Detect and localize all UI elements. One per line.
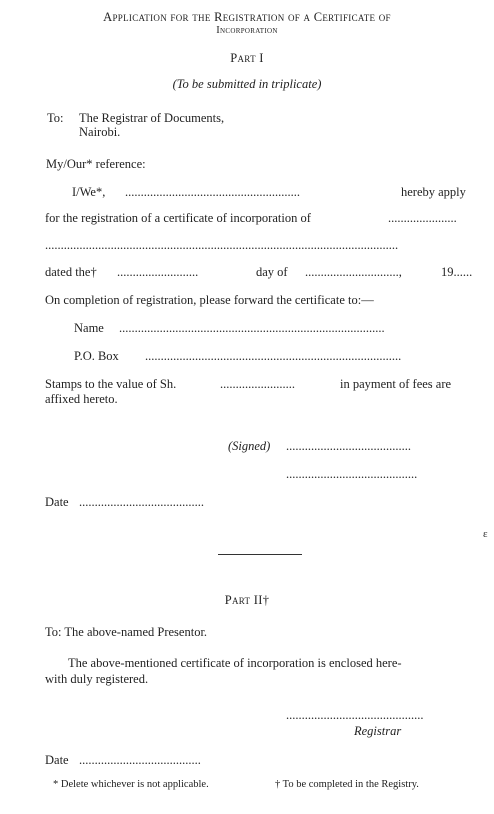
date-label: Date xyxy=(45,495,69,509)
part1-heading: Part I xyxy=(230,51,264,65)
registrar-label: Registrar xyxy=(354,724,402,738)
dated-month-field[interactable]: .............................., xyxy=(305,265,402,279)
pobox-label: P.O. Box xyxy=(74,349,119,363)
signed-label: (Signed) xyxy=(228,439,271,453)
stamps-text-continued: in payment of fees are xyxy=(340,377,452,391)
form-title: Application for the Registration of a Certificate of xyxy=(103,10,391,24)
pobox-field[interactable]: .................................................................................. xyxy=(145,349,402,363)
day-of-text: day of xyxy=(256,265,288,279)
stamps-text-line2: affixed hereto. xyxy=(45,392,118,406)
date-field[interactable]: ........................................ xyxy=(79,495,204,509)
forward-instruction: On completion of registration, please forward the certificate to:— xyxy=(45,293,374,307)
part1-subheading: (To be submitted in triplicate) xyxy=(172,77,322,91)
footnote-delete: * Delete whichever is not applicable. xyxy=(53,779,209,790)
signature-field-line2[interactable]: .......................................... xyxy=(286,467,418,481)
hereby-apply-text: hereby apply xyxy=(401,185,466,199)
enclosed-text-line2: with duly registered. xyxy=(45,672,149,686)
to-addressee: The Registrar of Documents, xyxy=(79,111,225,125)
dated-day-field[interactable]: .......................... xyxy=(117,265,199,279)
stamps-text: Stamps to the value of Sh. xyxy=(45,377,177,391)
registrar-signature-field[interactable]: ............................................ xyxy=(286,708,424,722)
section-divider xyxy=(218,554,302,555)
reference-label: My/Our* reference: xyxy=(46,157,146,171)
stamps-value-field[interactable]: ........................ xyxy=(220,377,295,391)
footnote-registry: † To be completed in the Registry. xyxy=(275,779,419,790)
registration-text: for the registration of a certificate of incorporation of xyxy=(45,211,311,225)
part2-heading: Part II† xyxy=(224,593,270,607)
company-name-field-continued[interactable]: ................................................................................................................. xyxy=(45,238,399,252)
iwe-label: I/We*, xyxy=(72,185,106,199)
dated-label: dated the† xyxy=(45,265,97,279)
name-field[interactable]: ..................................................................................... xyxy=(119,321,385,335)
year-field[interactable]: 19...... xyxy=(441,265,473,279)
form-title-continued: Incorporation xyxy=(216,25,278,36)
company-name-field[interactable]: ...................... xyxy=(388,211,457,225)
presentor-line: To: The above-named Presentor. xyxy=(45,625,208,639)
stray-mark: ɛ xyxy=(483,528,488,540)
enclosed-text: The above-mentioned certificate of incorporation is enclosed here- xyxy=(68,656,402,670)
signature-field[interactable]: ........................................ xyxy=(286,439,411,453)
part2-date-label: Date xyxy=(45,753,69,767)
name-label: Name xyxy=(74,321,104,335)
iwe-field[interactable]: ........................................................ xyxy=(125,185,300,199)
to-label: To: xyxy=(47,111,64,125)
to-city: Nairobi. xyxy=(79,125,121,139)
part2-date-field[interactable]: ....................................... xyxy=(79,753,201,767)
